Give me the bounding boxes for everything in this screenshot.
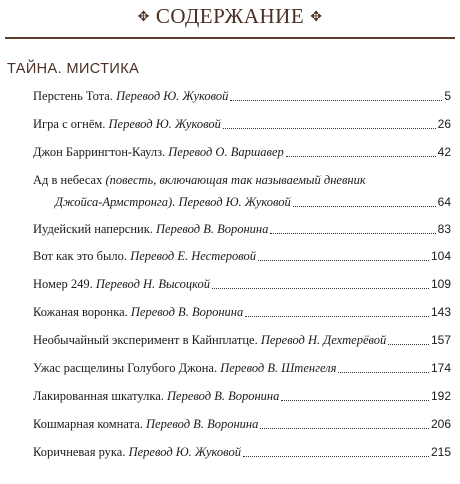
entry-translator: Перевод Н. Высоцкой [95, 277, 211, 291]
toc-entry[interactable] [33, 332, 451, 348]
entry-title: Лакированная шкатулка. [33, 389, 164, 403]
toc-entry[interactable] [33, 276, 451, 292]
dot-leader [258, 259, 429, 261]
entry-page: 143 [430, 305, 451, 319]
entry-page: 157 [430, 333, 451, 347]
entry-page: 83 [437, 222, 451, 236]
dot-leader [293, 205, 436, 207]
dot-leader [286, 155, 436, 157]
entry-title: Коричневая рука. [33, 445, 126, 459]
entry-note-continued: Джойса-Армстронга). [55, 195, 176, 209]
entry-title: Вот как это было. [33, 249, 128, 263]
entry-page: 215 [430, 445, 451, 459]
toc-entry[interactable] [33, 221, 451, 237]
toc-entry[interactable] [33, 116, 451, 132]
toc-entry[interactable] [33, 304, 451, 320]
dot-leader [260, 427, 429, 429]
toc-entry[interactable] [33, 144, 451, 160]
entry-page: 174 [430, 361, 451, 375]
entry-title: Игра с огнём. [33, 117, 106, 131]
toc-header [0, 4, 460, 29]
entry-page: 109 [430, 277, 451, 291]
toc-entry[interactable] [33, 444, 451, 460]
entry-translator: Перевод В. Воронина [146, 417, 259, 431]
entry-title: Джон Баррингтон-Каулз. [33, 145, 166, 159]
entry-translator: Перевод В. Воронина [156, 222, 269, 236]
dot-leader [243, 455, 429, 457]
header-divider [5, 37, 455, 39]
entry-page: 104 [430, 249, 451, 263]
entry-title: Ад в небесах [33, 173, 103, 187]
entry-translator: Перевод Ю. Жуковой [108, 117, 221, 131]
dot-leader [270, 232, 435, 234]
entry-page: 64 [437, 195, 451, 209]
toc-entry[interactable] [33, 248, 451, 264]
entry-page: 26 [437, 117, 451, 131]
entry-note: (повесть, включающая так называемый дневник [105, 173, 366, 187]
entry-translator: Перевод Ю. Жуковой [116, 89, 229, 103]
dot-leader [338, 371, 429, 373]
ornament-right-icon: ✥ [310, 10, 323, 25]
toc-entry[interactable] [33, 388, 451, 404]
dot-leader [388, 343, 429, 345]
entry-title: Ужас расщелины Голубого Джона. [33, 361, 218, 375]
entry-page: 206 [430, 417, 451, 431]
entry-translator: Перевод Ю. Жуковой [178, 195, 291, 209]
entry-translator: Перевод В. Воронина [167, 389, 280, 403]
dot-leader [212, 287, 429, 289]
entry-translator: Перевод Ю. Жуковой [128, 445, 241, 459]
entry-translator: Перевод В. Воронина [130, 305, 244, 319]
section-title: ТАЙНА. МИСТИКА [7, 61, 140, 77]
entry-title: Перстень Тота. [33, 89, 113, 103]
entry-translator: Перевод Е. Нестеровой [130, 249, 257, 263]
toc-entry[interactable] [33, 416, 451, 432]
entry-translator: Перевод О. Варшавер [168, 145, 284, 159]
dot-leader [281, 399, 429, 401]
entry-title: Кошмарная комната. [33, 417, 143, 431]
entry-title: Необычайный эксперимент в Кайнплатце. [33, 333, 258, 347]
toc-entry[interactable] [33, 172, 451, 210]
ornament-left-icon: ✥ [137, 10, 150, 25]
toc-entry[interactable] [33, 360, 451, 376]
table-of-contents [33, 88, 451, 460]
entry-title: Номер 249. [33, 277, 93, 291]
entry-title: Кожаная воронка. [33, 305, 128, 319]
entry-page: 5 [444, 89, 451, 103]
page-title: СОДЕРЖАНИЕ [155, 4, 305, 28]
entry-page: 192 [430, 389, 451, 403]
dot-leader [223, 127, 436, 129]
entry-translator: Перевод В. Штенгеля [220, 361, 337, 375]
dot-leader [230, 99, 442, 101]
entry-title: Иудейский наперсник. [33, 222, 153, 236]
toc-entry[interactable] [33, 88, 451, 104]
entry-translator: Перевод Н. Дехтерёвой [260, 333, 387, 347]
entry-page: 42 [437, 145, 451, 159]
dot-leader [245, 315, 429, 317]
